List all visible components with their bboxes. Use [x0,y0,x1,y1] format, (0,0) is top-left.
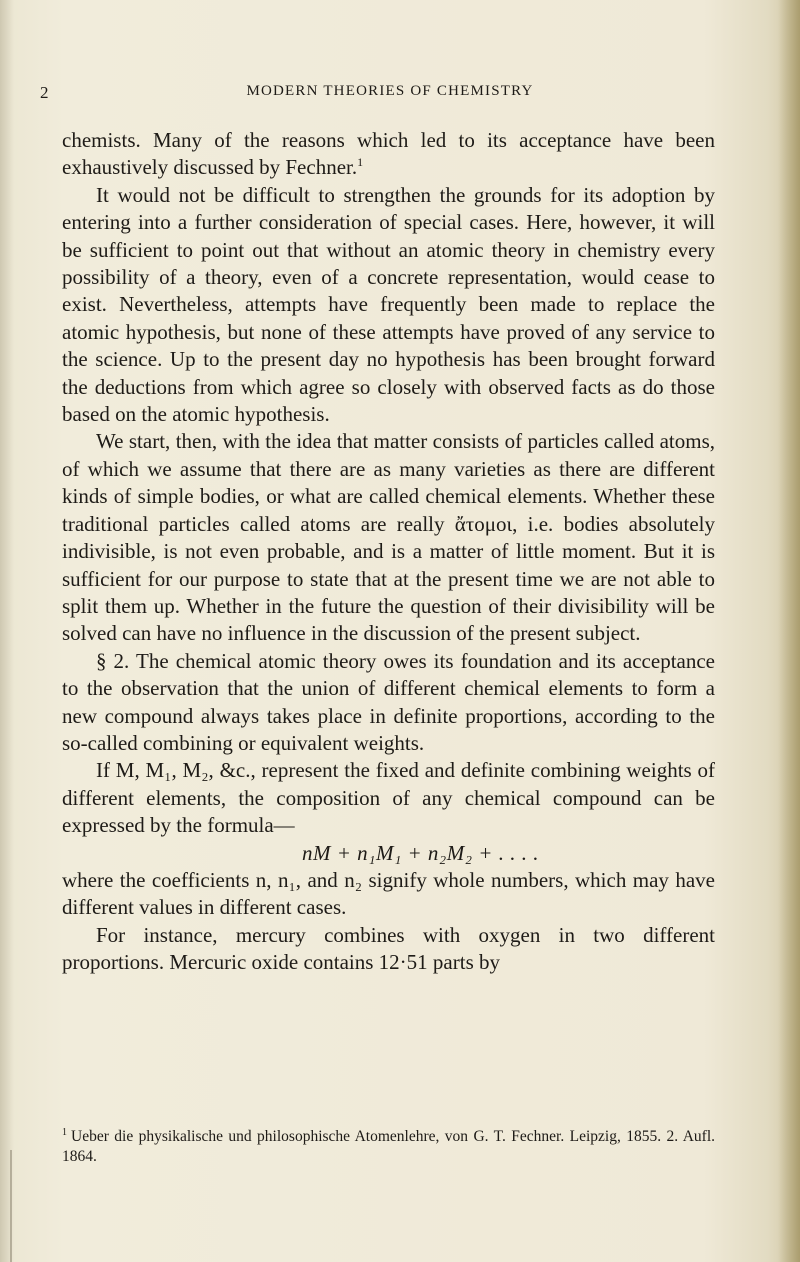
running-head: MODERN THEORIES OF CHEMISTRY [246,83,534,99]
footnote [62,1123,715,1167]
paragraph-5: If M, M₁, M₂, &c., represent the fixed and definite combining weights of different elements, the composition of any chemical compound can be expressed by the formula— [62,758,715,838]
margin-mark [10,1150,12,1262]
paragraph-3: We start, then, with the idea that matter consists of particles called atoms, of which we assume that there are as many varieties as there are different kinds of simple bodies, or what are called chemical elements. Whether these traditional particles called atoms are really ἄτομοι, i.e. bodies absolutely indivisible, is not even probable, and is a matter of little moment. But it is sufficient for our purpose to state that at the present time we are not able to split them up. Whether in the future the question of their divisibility will be solved can have no influence in the discussion of the present subject. [62,429,715,646]
footnote-text: Ueber die physikalische und philosophische Atomenlehre, von G. T. Fechner. Leipzig, 1855. 2. Aufl. 1864. [62,1128,715,1166]
paragraph-2: It would not be difficult to strengthen the grounds for its adoption by entering into a further consideration of special cases. Here, however, it will be sufficient to point out that without an atomic theory in chemistry every possibility of a theory, even of a concrete representation, would cease to exist. Nevertheless, attempts have frequently been made to replace the atomic hypothesis, but none of these attempts have proved of any service to the science. Up to the present day no hypothesis has been brought forward the deductions from which agree so closely with observed facts as do those based on the atomic hypothesis. [62,182,715,427]
footnote-reference[interactable]: 1 [357,155,364,170]
page-gutter-shadow [0,0,14,1262]
combining-weights-formula: nM + n₁M₁ + n₂M₂ + . . . . [302,840,539,865]
page-edge-discoloration [778,0,800,1262]
footnote-marker: 1 [62,1127,67,1138]
page-header [40,83,740,107]
page-number: 2 [40,83,50,102]
body-text [62,127,715,977]
paragraph-6: where the coefficients n, n₁, and n₂ signify whole numbers, which may have different values in different cases. [62,867,715,920]
paragraph-1-text: chemists. Many of the reasons which led to its acceptance have been exhaustively discussed by Fechner. [62,128,715,180]
paragraph-1 [62,127,715,182]
paragraph-section-2: § 2. The chemical atomic theory owes its foundation and its acceptance to the observation that the union of different chemical elements to form a new compound always takes place in definite proportions, according to the so-called combining or equivalent weights. [62,648,715,755]
paragraph-7: For instance, mercury combines with oxygen in two different proportions. Mercuric oxide contains 12·51 parts by [62,922,715,975]
